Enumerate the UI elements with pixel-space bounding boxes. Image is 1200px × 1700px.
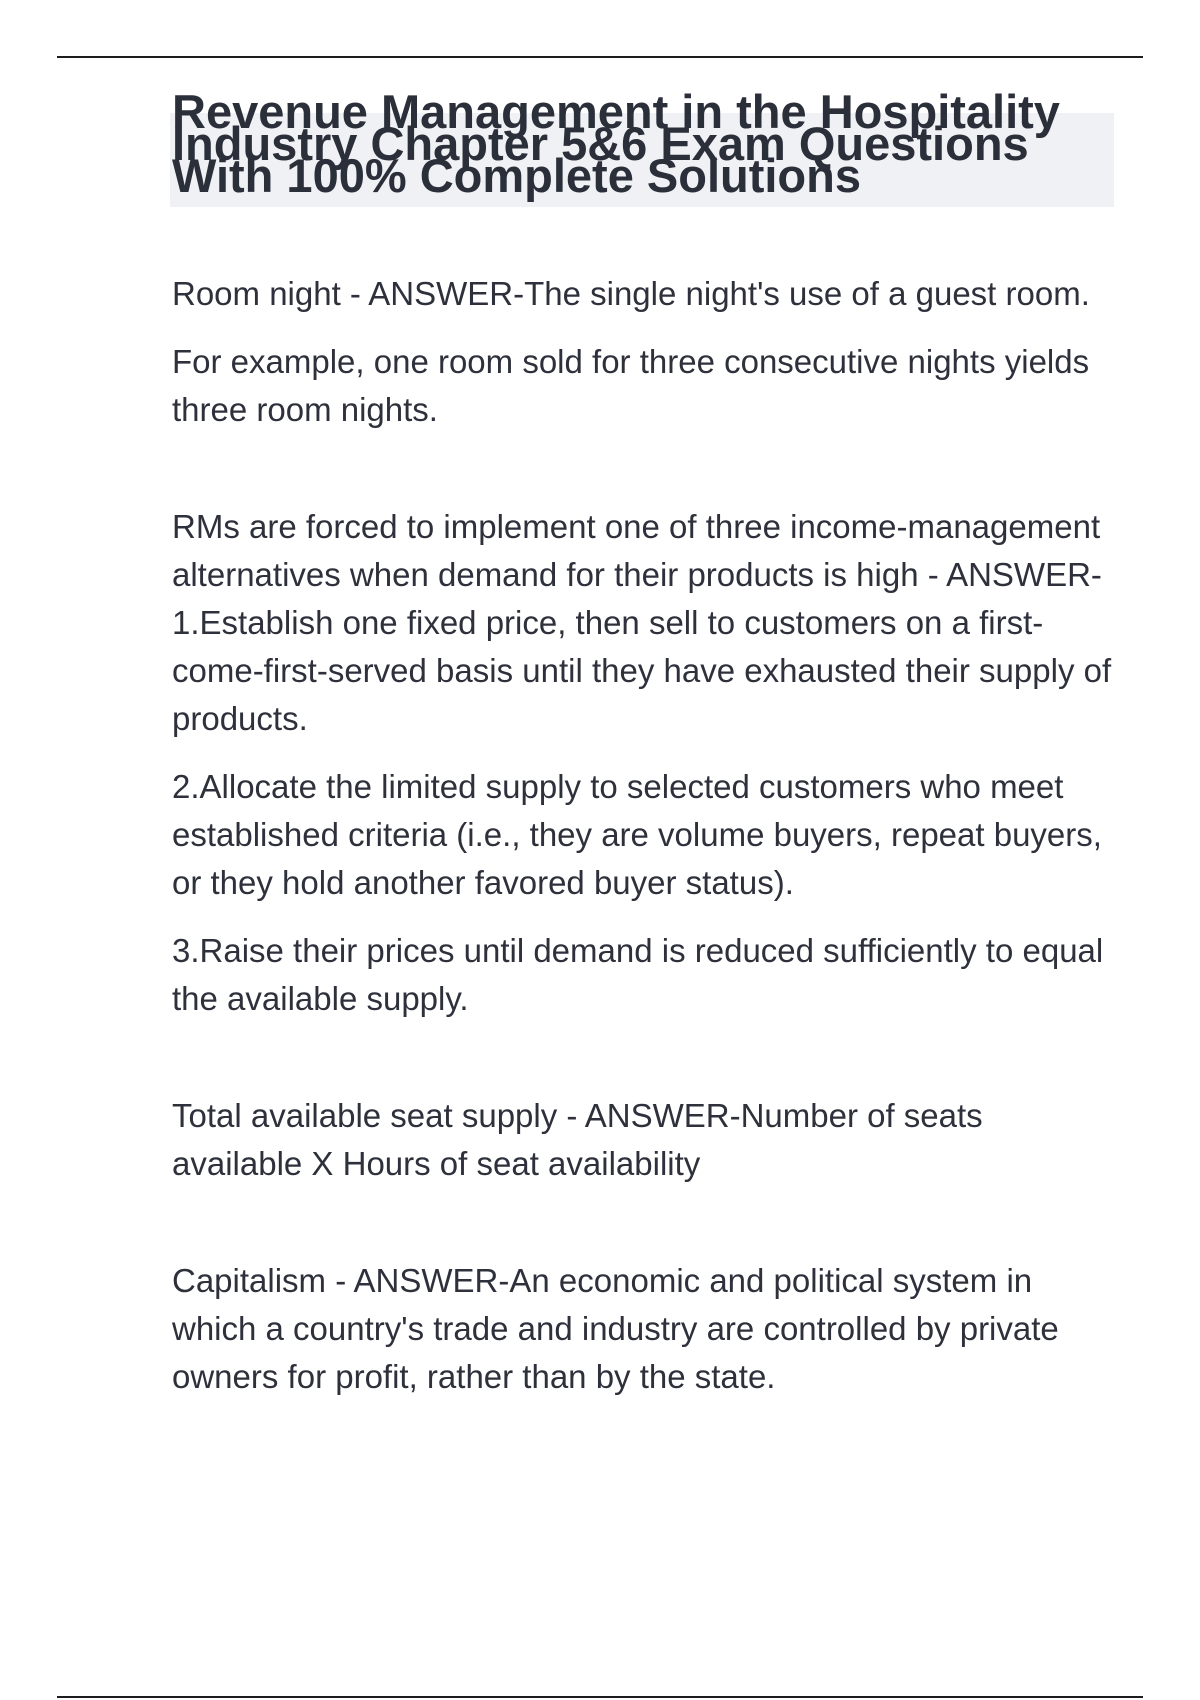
answer-paragraph: Capitalism - ANSWER-An economic and political system in which a country's trade and industry are controlled by private owners for profit, rather than by the state. [172, 1262, 1059, 1395]
answer-paragraph: Room night - ANSWER-The single night's use of a guest room. [172, 275, 1090, 312]
qa-entry-room-night [172, 270, 1112, 434]
document-title: Revenue Management in the Hospitality Industry Chapter 5&6 Exam Questions With 100% Complete Solutions [172, 85, 1060, 202]
answer-paragraph: For example, one room sold for three consecutive nights yields three room nights. [172, 343, 1090, 428]
qa-entry-capitalism [172, 1257, 1112, 1401]
answer-paragraph: 3.Raise their prices until demand is reduced sufficiently to equal the available supply. [172, 932, 1104, 1017]
answer-paragraph: RMs are forced to implement one of three income-management alternatives when demand for their products is high - ANSWER-1.Establish one fixed price, then sell to customers on a first-come-first-served basis until they have exhausted their supply of products. [172, 508, 1112, 737]
document-body [172, 270, 1112, 1401]
qa-entry-seat-supply [172, 1092, 1112, 1188]
top-rule [57, 56, 1143, 58]
answer-paragraph: Total available seat supply - ANSWER-Number of seats available X Hours of seat availability [172, 1097, 983, 1182]
qa-entry-income-management [172, 503, 1112, 1023]
answer-paragraph: 2.Allocate the limited supply to selected customers who meet established criteria (i.e., they are volume buyers, repeat buyers, or they hold another favored buyer status). [172, 768, 1102, 901]
bottom-rule [57, 1696, 1143, 1698]
